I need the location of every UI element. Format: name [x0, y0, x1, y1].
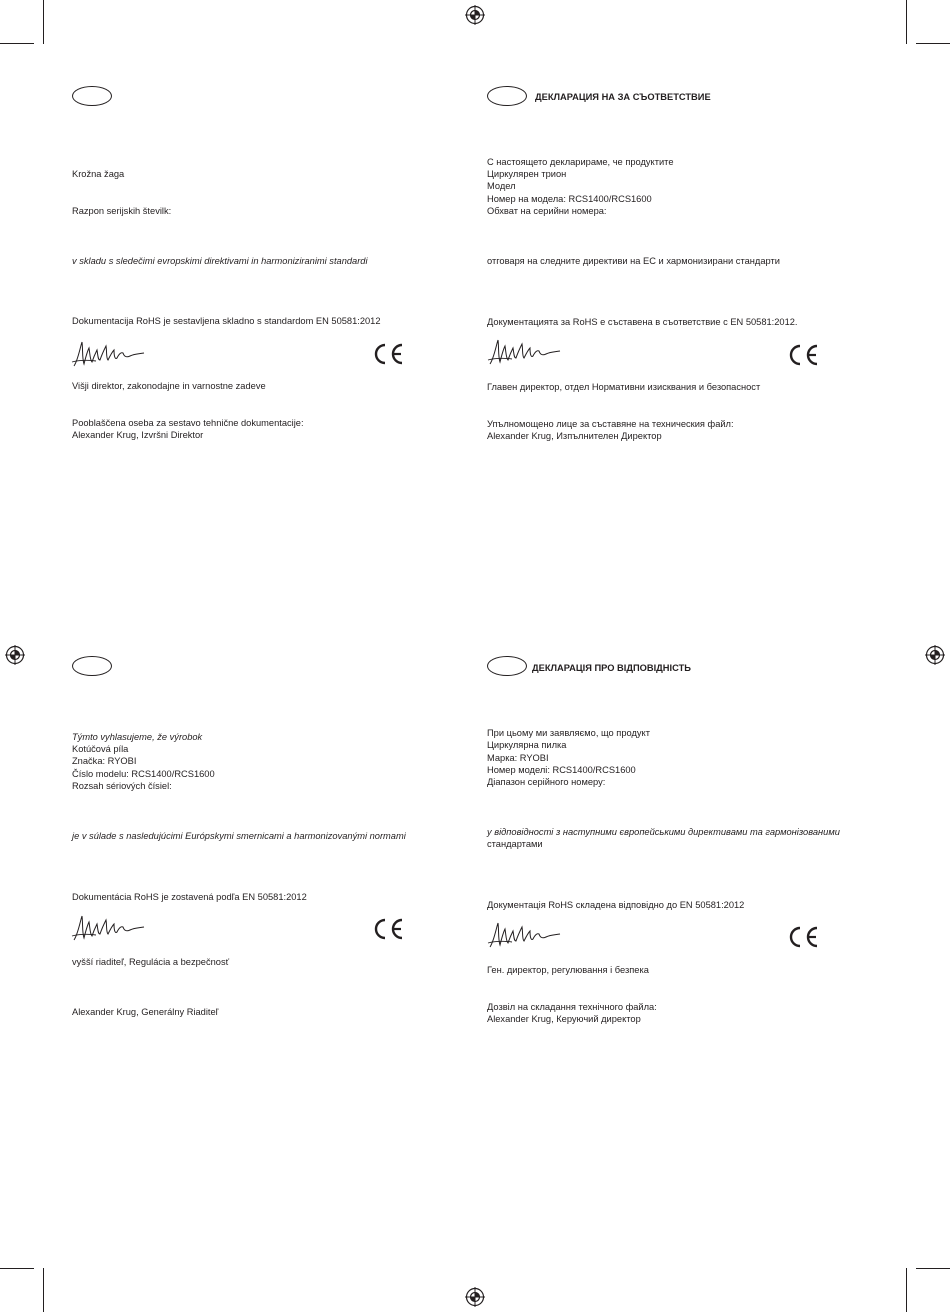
declaration-intro: При цьому ми заявляємо, що продукт	[487, 728, 650, 738]
signer-name: Alexander Krug, Izvršni Direktor	[72, 430, 204, 440]
rohs-statement: Dokumentacija RoHS je sestavljena skladno s standardom EN 50581:2012	[72, 316, 381, 326]
registration-mark-icon	[5, 645, 25, 665]
declaration-title: ДЕКЛАРАЦИЯ НА ЗА СЪОТВЕТСТВИЕ	[535, 92, 711, 102]
directives-statement-continued: стандартами	[487, 839, 543, 849]
signer-name: Alexander Krug, Generálny Riaditeľ	[72, 1007, 219, 1017]
authorised-person-label: Pooblaščena oseba za sestavo tehnične dokumentacije:	[72, 418, 304, 428]
ce-mark-icon	[371, 342, 405, 366]
language-badge	[487, 656, 527, 676]
directives-statement: отговаря на следните директиви на ЕС и хармонизирани стандарти	[487, 256, 780, 266]
serial-range-label: Обхват на серийни номера:	[487, 206, 607, 216]
crop-mark	[906, 1268, 907, 1312]
declaration-title: ДЕКЛАРАЦІЯ ПРО ВІДПОВІДНІСТЬ	[532, 663, 691, 673]
signature-icon	[486, 919, 562, 951]
model-number: Номер на модела: RCS1400/RCS1600	[487, 194, 652, 204]
directives-statement: v skladu s sledečimi evropskimi direktivami in harmoniziranimi standardi	[72, 256, 368, 266]
signature-icon	[70, 912, 146, 944]
signature-icon	[70, 338, 146, 370]
signer-name: Alexander Krug, Изпълнителен Директор	[487, 431, 662, 441]
registration-mark-icon	[465, 1287, 485, 1307]
signature-icon	[486, 336, 562, 368]
crop-mark	[0, 1268, 34, 1269]
crop-mark	[916, 43, 950, 44]
product-name: Kotúčová píla	[72, 744, 129, 754]
directives-statement: у відповідності з наступними європейськими директивами та гармонізованими	[487, 827, 840, 837]
authorised-person-label: Упълномощено лице за съставяне на техническия файл:	[487, 419, 734, 429]
crop-mark	[43, 0, 44, 44]
signer-name: Alexander Krug, Керуючий директор	[487, 1014, 641, 1024]
product-name: Krožna žaga	[72, 169, 125, 179]
rohs-statement: Dokumentácia RoHS je zostavená podľa EN 50581:2012	[72, 892, 307, 902]
brand-label: Марка: RYOBI	[487, 753, 549, 763]
ce-mark-icon	[371, 917, 405, 941]
crop-mark	[43, 1268, 44, 1312]
directives-statement: je v súlade s nasledujúcimi Európskymi smernicami a harmonizovanými normami	[72, 831, 406, 841]
ce-mark-icon	[786, 925, 820, 949]
crop-mark	[0, 43, 34, 44]
crop-mark	[906, 0, 907, 44]
signer-role: Главен директор, отдел Нормативни изисквания и безопасност	[487, 382, 761, 392]
authorised-person-label: Дозвіл на складання технічного файла:	[487, 1002, 657, 1012]
serial-range-label: Діапазон серійного номеру:	[487, 777, 606, 787]
signer-role: Ген. директор, регулювання і безпека	[487, 965, 649, 975]
product-name: Циркулярен трион	[487, 169, 567, 179]
serial-range-label: Rozsah sériových čísiel:	[72, 781, 172, 791]
ce-mark-icon	[786, 343, 820, 367]
model-number: Číslo modelu: RCS1400/RCS1600	[72, 769, 215, 779]
signer-role: Višji direktor, zakonodajne in varnostne zadeve	[72, 381, 266, 391]
brand-label: Модел	[487, 181, 516, 191]
registration-mark-icon	[465, 5, 485, 25]
declaration-intro: С настоящето декларираме, че продуктите	[487, 157, 674, 167]
model-number: Номер моделі: RCS1400/RCS1600	[487, 765, 636, 775]
crop-mark	[916, 1268, 950, 1269]
serial-range-label: Razpon serijskih številk:	[72, 206, 172, 216]
rohs-statement: Документація RoHS складена відповідно до EN 50581:2012	[487, 900, 745, 910]
declaration-intro: Týmto vyhlasujeme, že výrobok	[72, 732, 203, 742]
language-badge	[72, 86, 112, 106]
language-badge	[487, 86, 527, 106]
brand-label: Značka: RYOBI	[72, 756, 137, 766]
rohs-statement: Документацията за RoHS е съставена в съответствие с EN 50581:2012.	[487, 317, 798, 327]
registration-mark-icon	[925, 645, 945, 665]
signer-role: vyšší riaditeľ, Regulácia a bezpečnosť	[72, 957, 230, 967]
product-name: Циркулярна пилка	[487, 740, 567, 750]
language-badge	[72, 656, 112, 676]
